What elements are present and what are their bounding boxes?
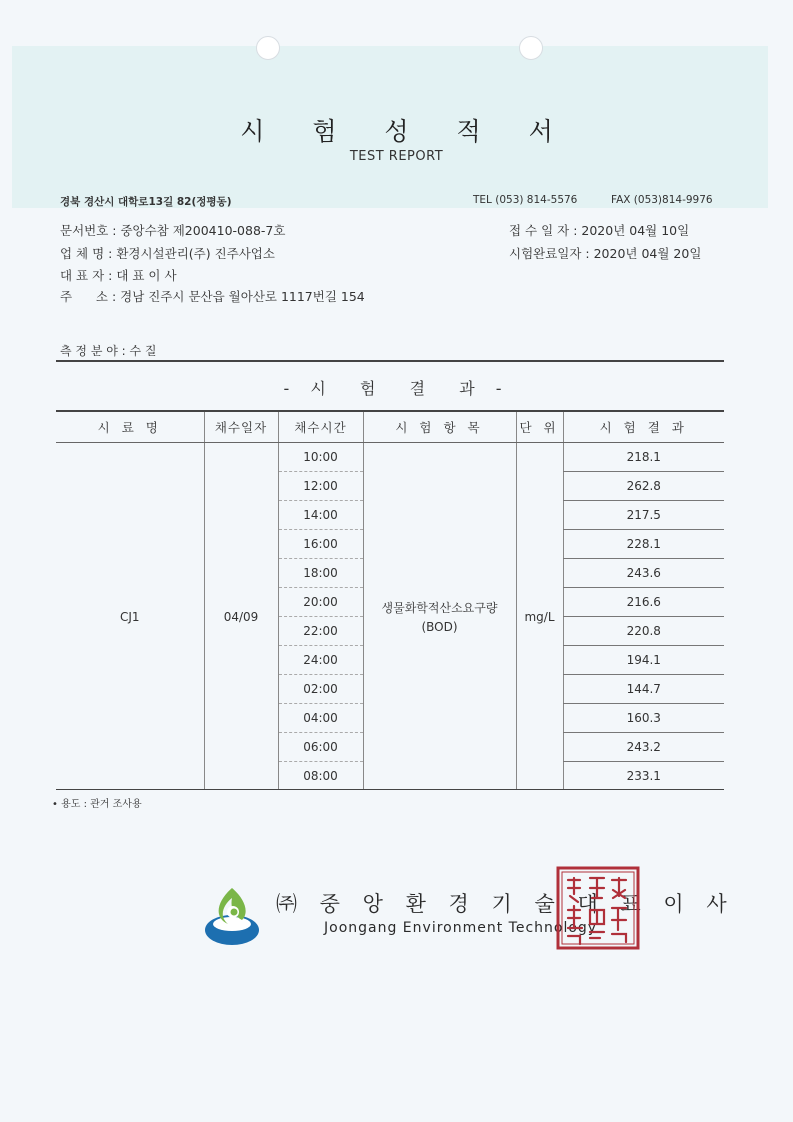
doc-number: 문서번호 : 중앙수참 제200410-088-7호 [60, 223, 286, 238]
result-cell: 216.6 [563, 588, 724, 617]
result-cell: 217.5 [563, 501, 724, 530]
company-name-korean: ㈜ 중 앙 환 경 기 술 대 표 이 사 [276, 892, 735, 916]
result-cell: 144.7 [563, 675, 724, 704]
sample-time-cell: 14:00 [278, 501, 363, 530]
punch-hole-right [519, 36, 543, 60]
result-cell: 243.6 [563, 559, 724, 588]
header-sample-time: 채수시간 [278, 411, 363, 443]
received-date: 접 수 일 자 : 2020년 04월 10일 [509, 223, 690, 238]
sample-time-cell: 18:00 [278, 559, 363, 588]
result-cell: 233.1 [563, 762, 724, 791]
client-representative: 대 표 자 : 대 표 이 사 [60, 268, 177, 283]
client-company: 업 체 명 : 환경시설관리(주) 진주사업소 [60, 246, 275, 261]
header-unit: 단 위 [516, 411, 563, 443]
sample-time-cell: 24:00 [278, 646, 363, 675]
company-logo-icon [204, 884, 260, 946]
company-seal-icon [556, 866, 640, 950]
sample-time-cell: 16:00 [278, 530, 363, 559]
sample-name-cell: CJ1 [119, 609, 140, 624]
table-row [56, 443, 724, 472]
lab-fax: FAX (053)814-9976 [611, 194, 713, 206]
results-title: - 시 험 결 과 - [283, 379, 510, 398]
result-cell: 243.2 [563, 733, 724, 762]
completed-date: 시험완료일자 : 2020년 04월 20일 [509, 246, 702, 261]
client-address: 주 소 : 경남 진주시 문산읍 월아산로 1117번길 154 [60, 289, 365, 304]
sample-time-cell: 02:00 [278, 675, 363, 704]
results-table [56, 410, 724, 790]
lab-address: 경북 경산시 대학로13길 82(정평동) [60, 196, 232, 208]
measurement-field: 측 정 분 야 : 수 질 [60, 344, 157, 358]
table-bottom-line [56, 789, 724, 790]
results-body [56, 443, 724, 791]
sample-time-cell: 20:00 [278, 588, 363, 617]
test-item-cell [363, 443, 516, 791]
sample-time-cell: 12:00 [278, 472, 363, 501]
header-sample-name: 시 료 명 [56, 411, 204, 443]
sample-time-cell: 22:00 [278, 617, 363, 646]
result-cell: 220.8 [563, 617, 724, 646]
result-cell: 194.1 [563, 646, 724, 675]
test-item-code: (BOD) [421, 620, 458, 634]
result-cell: 228.1 [563, 530, 724, 559]
sample-date-cell: 04/09 [204, 443, 278, 791]
usage-note: • 용도 : 관거 조사용 [52, 799, 142, 810]
unit-cell: mg/L [516, 443, 563, 791]
lab-tel: TEL (053) 814-5576 [473, 194, 578, 206]
sample-time-cell: 06:00 [278, 733, 363, 762]
page-subtitle: TEST REPORT [349, 149, 444, 164]
result-cell: 262.8 [563, 472, 724, 501]
test-item-name: 생물화학적산소요구량 [381, 601, 498, 615]
header-result: 시 험 결 과 [563, 411, 724, 443]
result-cell: 218.1 [563, 443, 724, 472]
page-title: 시 험 성 적 서 [240, 117, 573, 146]
sample-time-cell: 08:00 [278, 762, 363, 791]
company-name-english: Joongang Environment Technology [324, 920, 598, 936]
result-cell: 160.3 [563, 704, 724, 733]
sample-time-cell: 04:00 [278, 704, 363, 733]
punch-hole-left [256, 36, 280, 60]
header-sample-date: 채수일자 [204, 411, 278, 443]
sample-time-cell: 10:00 [278, 443, 363, 472]
header-test-item: 시 험 항 목 [363, 411, 516, 443]
divider [56, 360, 724, 362]
